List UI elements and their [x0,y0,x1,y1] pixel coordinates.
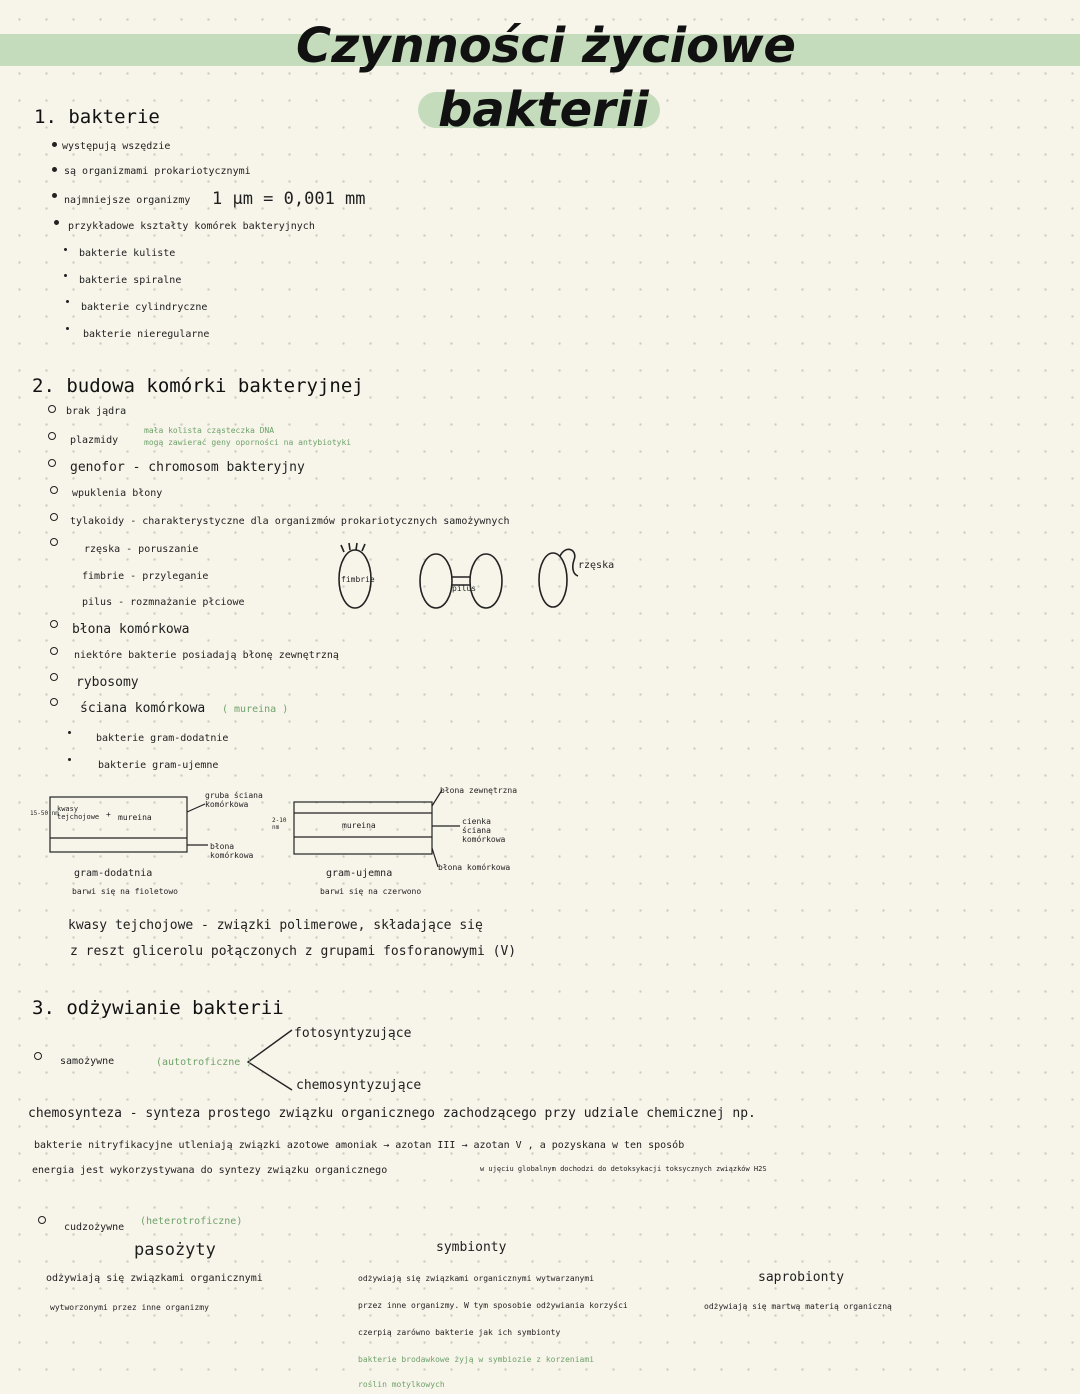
chemosynthesis-text: bakterie nitryfikacyjne utleniają związki azotowe amoniak → azotan III → azotan V , a pozyskana w ten sposób [34,1140,685,1151]
bullet [54,220,59,225]
bullet [64,248,67,251]
parasites-text: odżywiają się związkami organicznymi [46,1273,263,1284]
chemosynthesis-small-note: w ujęciu globalnym dochodzi do detoksykacji toksycznych związków H2S [480,1165,767,1173]
shape-item: bakterie cylindryczne [81,302,208,313]
gram-neg-thickness: 2-10 nm [272,817,287,831]
fimbriae-label: fimbrie [341,575,375,584]
s2-item: błona komórkowa [72,622,190,637]
teichoic-definition: kwasy tejchojowe - związki polimerowe, składające się [68,918,483,933]
bullet [52,142,57,147]
s1-item: najmniejsze organizmy [64,195,191,206]
symbionts-example: roślin motylkowych [358,1380,445,1389]
structure-item: fimbrie - przyleganie [82,571,209,582]
bullet [68,758,71,761]
circle-bullet [48,459,56,467]
symbionts-text: przez inne organizmy. W tym sposobie odżywiania korzyści [358,1301,628,1310]
symbionts-example: bakterie brodawkowe żyją w symbiozie z korzeniami [358,1355,595,1364]
bullet [52,193,57,198]
chemosynthetic-label: chemosyntyzujące [296,1078,422,1093]
gram-negative-wall-drawing [294,790,460,867]
symbionts-text: odżywiają się związkami organicznymi wytwarzanymi [358,1274,595,1283]
shape-item: bakterie kuliste [79,248,176,259]
circle-bullet [48,432,56,440]
circle-bullet [34,1052,42,1060]
outer-membrane-label: błona zewnętrzna [440,786,518,795]
circle-bullet [50,538,58,546]
saprobionts-title: saprobionty [758,1270,845,1285]
circle-bullet [48,405,56,413]
teichoic-acids-label: kwasy tejchojowe [57,805,100,821]
s2-item: niektóre bakterie posiadają błonę zewnętrzną [74,650,339,661]
section2-heading: 2. budowa komórki bakteryjnej [32,375,364,397]
structure-item: pilus - rozmnażanie płciowe [82,597,245,608]
s2-item: wpuklenia błony [72,488,163,499]
circle-bullet [50,673,58,681]
section1-heading: 1. bakterie [34,106,160,128]
membrane-label: błona komórkowa [438,863,511,872]
gram-negative-stain: barwi się na czerwono [320,887,422,896]
s2-item: brak jądra [66,406,127,417]
section3-heading: 3. odżywianie bakterii [32,997,284,1019]
symbionts-text: czerpią zarówno bakterie jak ich symbionty [358,1328,561,1337]
parasites-title: pasożyty [134,1240,216,1260]
structure-item: rzęska - poruszanie [84,544,199,555]
bullet [66,300,69,303]
autotrophs-label: samożywne [60,1056,115,1067]
chemosynthesis-text: chemosynteza - synteza prostego związku organicznego zachodzącego przy udziale chemicznej np. [28,1106,756,1121]
unit-conversion: 1 µm = 0,001 mm [212,189,366,209]
thick-wall-label: gruba ściana komórkowa [205,791,263,809]
plasmid-note: mała kolista cząsteczka DNA [144,426,275,435]
bullet [52,167,57,172]
parasites-text: wytworzonymi przez inne organizmy [50,1303,209,1312]
membrane-label: błona komórkowa [210,842,254,860]
s2-item: ściana komórkowa [80,701,206,716]
s1-item: są organizmami prokariotycznymi [64,166,251,177]
saprobionts-text: odżywiają się martwą materią organiczną [704,1302,892,1311]
gram-negative-name: gram-ujemna [326,868,393,879]
murein-label: mureina [118,813,152,822]
gram-positive-stain: barwi się na fioletowo [72,887,178,896]
heterotrophs-label: cudzożywne [64,1222,125,1233]
thin-wall-label: cienka ściana komórkowa [462,817,506,844]
flagellum-label: rzęska [578,560,615,571]
bullet [64,274,67,277]
murein-note: ( mureina ) [222,704,289,715]
s2-item: tylakoidy - charakterystyczne dla organizmów prokariotycznych samożywnych [70,516,510,527]
murein-label: mureina [342,821,376,830]
autotrophs-note: (autotroficzne ) [156,1057,253,1068]
symbionts-title: symbionty [436,1240,507,1255]
page-title-line2: bakterii [438,82,649,138]
heterotrophs-note: (heterotroficzne) [140,1216,243,1227]
gram-item: bakterie gram-ujemne [98,760,219,771]
plasmid-note: mogą zawierać geny oporności na antybiotyki [144,438,352,447]
pilus-label: pilus [452,584,477,593]
circle-bullet [50,647,58,655]
page-title: Czynności życiowe [296,18,796,74]
circle-bullet [50,513,58,521]
circle-bullet [50,486,58,494]
shape-item: bakterie nieregularne [83,329,210,340]
s1-item: przykładowe kształty komórek bakteryjnych [68,221,315,232]
bullet [66,327,69,330]
photosynthetic-label: fotosyntyzujące [294,1026,412,1041]
shape-item: bakterie spiralne [79,275,182,286]
circle-bullet [38,1216,46,1224]
gram-positive-name: gram-dodatnia [74,868,153,879]
flagellum-bacterium-drawing [539,549,578,607]
s2-item: rybosomy [76,675,139,690]
circle-bullet [50,620,58,628]
plus-sign: + [106,810,111,819]
nutrition-branch-lines [248,1030,292,1090]
gram-pos-thickness: 15-50 nm [30,810,59,817]
gram-item: bakterie gram-dodatnie [96,733,229,744]
chemosynthesis-text: energia jest wykorzystywana do syntezy związku organicznego [32,1165,388,1176]
s2-item: genofor - chromosom bakteryjny [70,460,305,475]
pilus-bacteria-drawing [420,554,502,608]
bullet [68,731,71,734]
teichoic-definition: z reszt glicerolu połączonych z grupami fosforanowymi (V) [70,944,517,959]
s1-item: występują wszędzie [62,141,171,152]
s2-item: plazmidy [70,435,119,446]
circle-bullet [50,698,58,706]
